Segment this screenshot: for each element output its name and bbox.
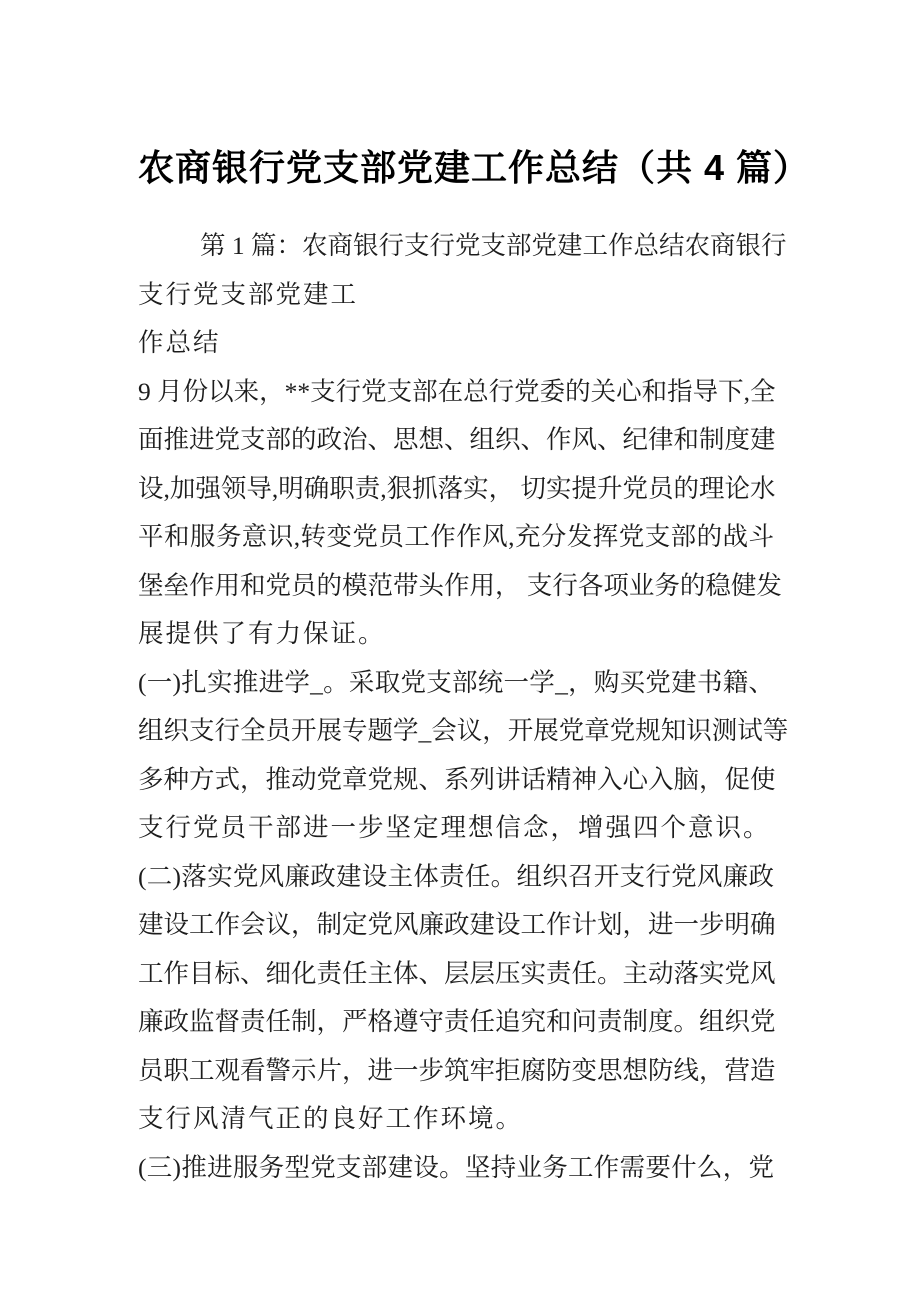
text-line: 第 1 篇：农商银行支行党支部党建工作总结农商银行 [200,231,787,260]
document-title: 农商银行党支部党建工作总结（共 4 篇） [138,147,811,188]
text-line: 组织支行全员开展专题学_会议，开展党章党规知识测试等 [138,716,789,745]
text-line: 支行风清气正的良好工作环境。 [138,1104,524,1133]
text-line: 面推进党支部的政治、思想、组织、作风、纪律和制度建 [138,425,776,454]
text-line: 设,加强领导,明确职责,狠抓落实， 切实提升党员的理论水 [138,473,776,503]
document-body [138,222,789,1192]
text-line: 多种方式，推动党章党规、系列讲话精神入心入脑，促使 [138,764,776,794]
text-line: 支行党支部党建工 [138,279,359,309]
text-line: 工作目标、细化责任主体、层层压实责任。主动落实党风 [138,958,776,988]
text-line: 堡垒作用和党员的模范带头作用， 支行各项业务的稳健发 [138,570,782,600]
text-line: (二)落实党风廉政建设主体责任。组织召开支行党风廉政 [138,861,774,891]
text-line: 展提供了有力保证。 [138,619,386,648]
text-line: 支行党员干部进一步坚定理想信念，增强四个意识。 [138,813,771,842]
text-line: 廉政监督责任制，严格遵守责任追究和问责制度。组织党 [138,1007,776,1036]
text-line: 员职工观看警示片，进一步筑牢拒腐防变思想防线，营造 [138,1055,776,1085]
text-line: (一)扎实推进学_。采取党支部统一学_，购买党建书籍、 [138,667,774,697]
text-line: (三)推进服务型党支部建设。坚持业务工作需要什么，党 [138,1152,774,1182]
text-line: 平和服务意识,转变党员工作作风,充分发挥党支部的战斗 [138,522,774,551]
text-line: 9 月份以来，**支行党支部在总行党委的关心和指导下,全 [138,376,776,406]
text-line: 建设工作会议，制定党风廉政建设工作计划，进一步明确 [138,910,776,939]
text-line: 作总结 [138,328,221,357]
